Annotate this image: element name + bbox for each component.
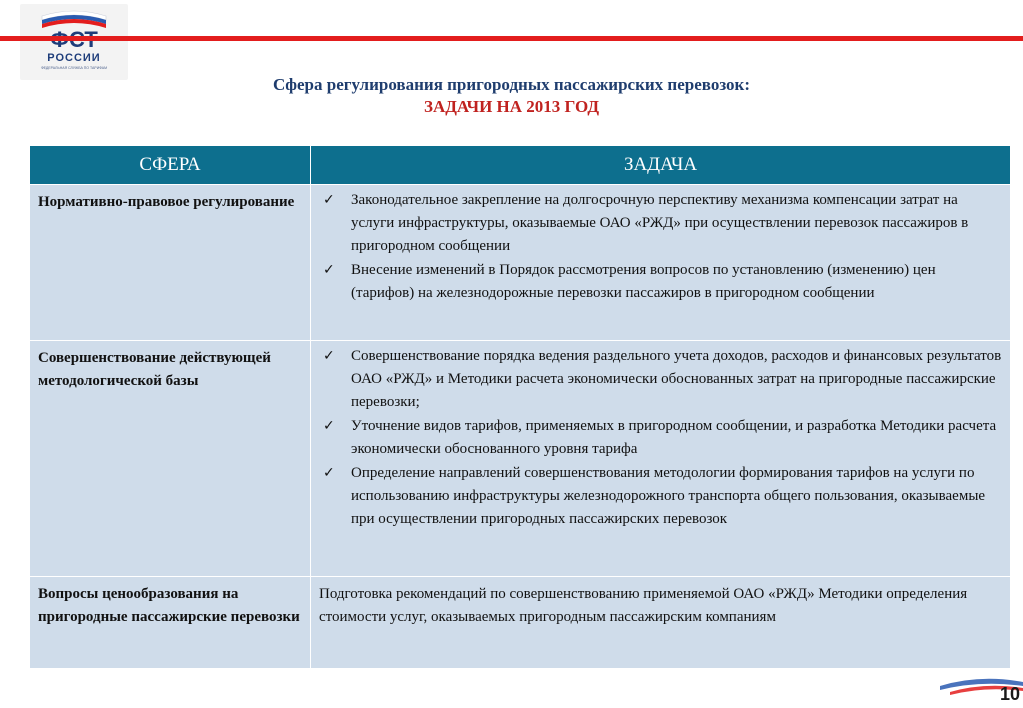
page-title	[0, 74, 1023, 118]
header-red-line	[0, 36, 1023, 41]
task-cell	[311, 577, 1011, 669]
task-list	[319, 345, 1002, 531]
table-header-row	[30, 146, 1011, 185]
table-row	[30, 185, 1011, 341]
checkmark-icon: ✓	[323, 465, 335, 481]
task-cell	[311, 185, 1011, 341]
checkmark-icon: ✓	[323, 262, 335, 278]
title-main: Сфера регулирования пригородных пассажирских перевозок:	[272, 75, 751, 94]
column-header-task: ЗАДАЧА	[311, 146, 1011, 185]
task-text: Определение направлений совершенствования методологии формирования тарифов на услуги по использованию инфраструктуры железнодорожного транспорта общего пользования, оказываемые при осуществлении пригородных пассажирских перевозок	[351, 465, 986, 527]
list-item	[319, 345, 1002, 414]
list-item	[319, 415, 1002, 461]
title-subtitle: ЗАДАЧИ НА 2013 ГОД	[423, 97, 600, 116]
list-item	[319, 462, 1002, 531]
fst-logo	[20, 4, 128, 80]
logo-tagline: ФЕДЕРАЛЬНАЯ СЛУЖБА ПО ТАРИФАМ	[40, 66, 108, 70]
sphere-cell: Совершенствование действующей методологической базы	[30, 341, 311, 577]
sphere-cell: Вопросы ценообразования на пригородные пассажирские перевозки	[30, 577, 311, 669]
list-item	[319, 189, 1002, 258]
task-text: Совершенствование порядка ведения раздельного учета доходов, расходов и финансовых результатов ОАО «РЖД» и Методики расчета экономически обоснованных затрат на пригородные пассажирские перевозки;	[351, 348, 1002, 410]
table-row	[30, 577, 1011, 669]
sphere-cell: Нормативно-правовое регулирование	[30, 185, 311, 341]
tasks-table	[29, 145, 1011, 669]
column-header-sphere: СФЕРА	[30, 146, 311, 185]
checkmark-icon: ✓	[323, 418, 335, 434]
checkmark-icon: ✓	[323, 192, 335, 208]
task-text: Уточнение видов тарифов, применяемых в пригородном сообщении, и разработка Методики расчета экономически обоснованного уровня тарифа	[351, 418, 997, 457]
table-row	[30, 341, 1011, 577]
task-cell	[311, 341, 1011, 577]
checkmark-icon: ✓	[323, 348, 335, 364]
logo-country: РОССИИ	[47, 52, 101, 64]
task-text: Подготовка рекомендаций по совершенствованию применяемой ОАО «РЖД» Методики определения стоимости услуг, оказываемых пригородным пассажирским компаниям	[319, 586, 968, 625]
task-text: Внесение изменений в Порядок рассмотрения вопросов по установлению (изменению) цен (тарифов) на железнодорожные перевозки пассажиров в пригородном сообщении	[351, 262, 936, 301]
task-list	[319, 189, 1002, 305]
page-number: 10	[1000, 684, 1021, 704]
task-text: Законодательное закрепление на долгосрочную перспективу механизма компенсации затрат на услуги инфраструктуры, оказываемые ОАО «РЖД» при осуществлении перевозок пассажиров в пригородном сообщении	[351, 192, 969, 254]
list-item	[319, 259, 1002, 305]
